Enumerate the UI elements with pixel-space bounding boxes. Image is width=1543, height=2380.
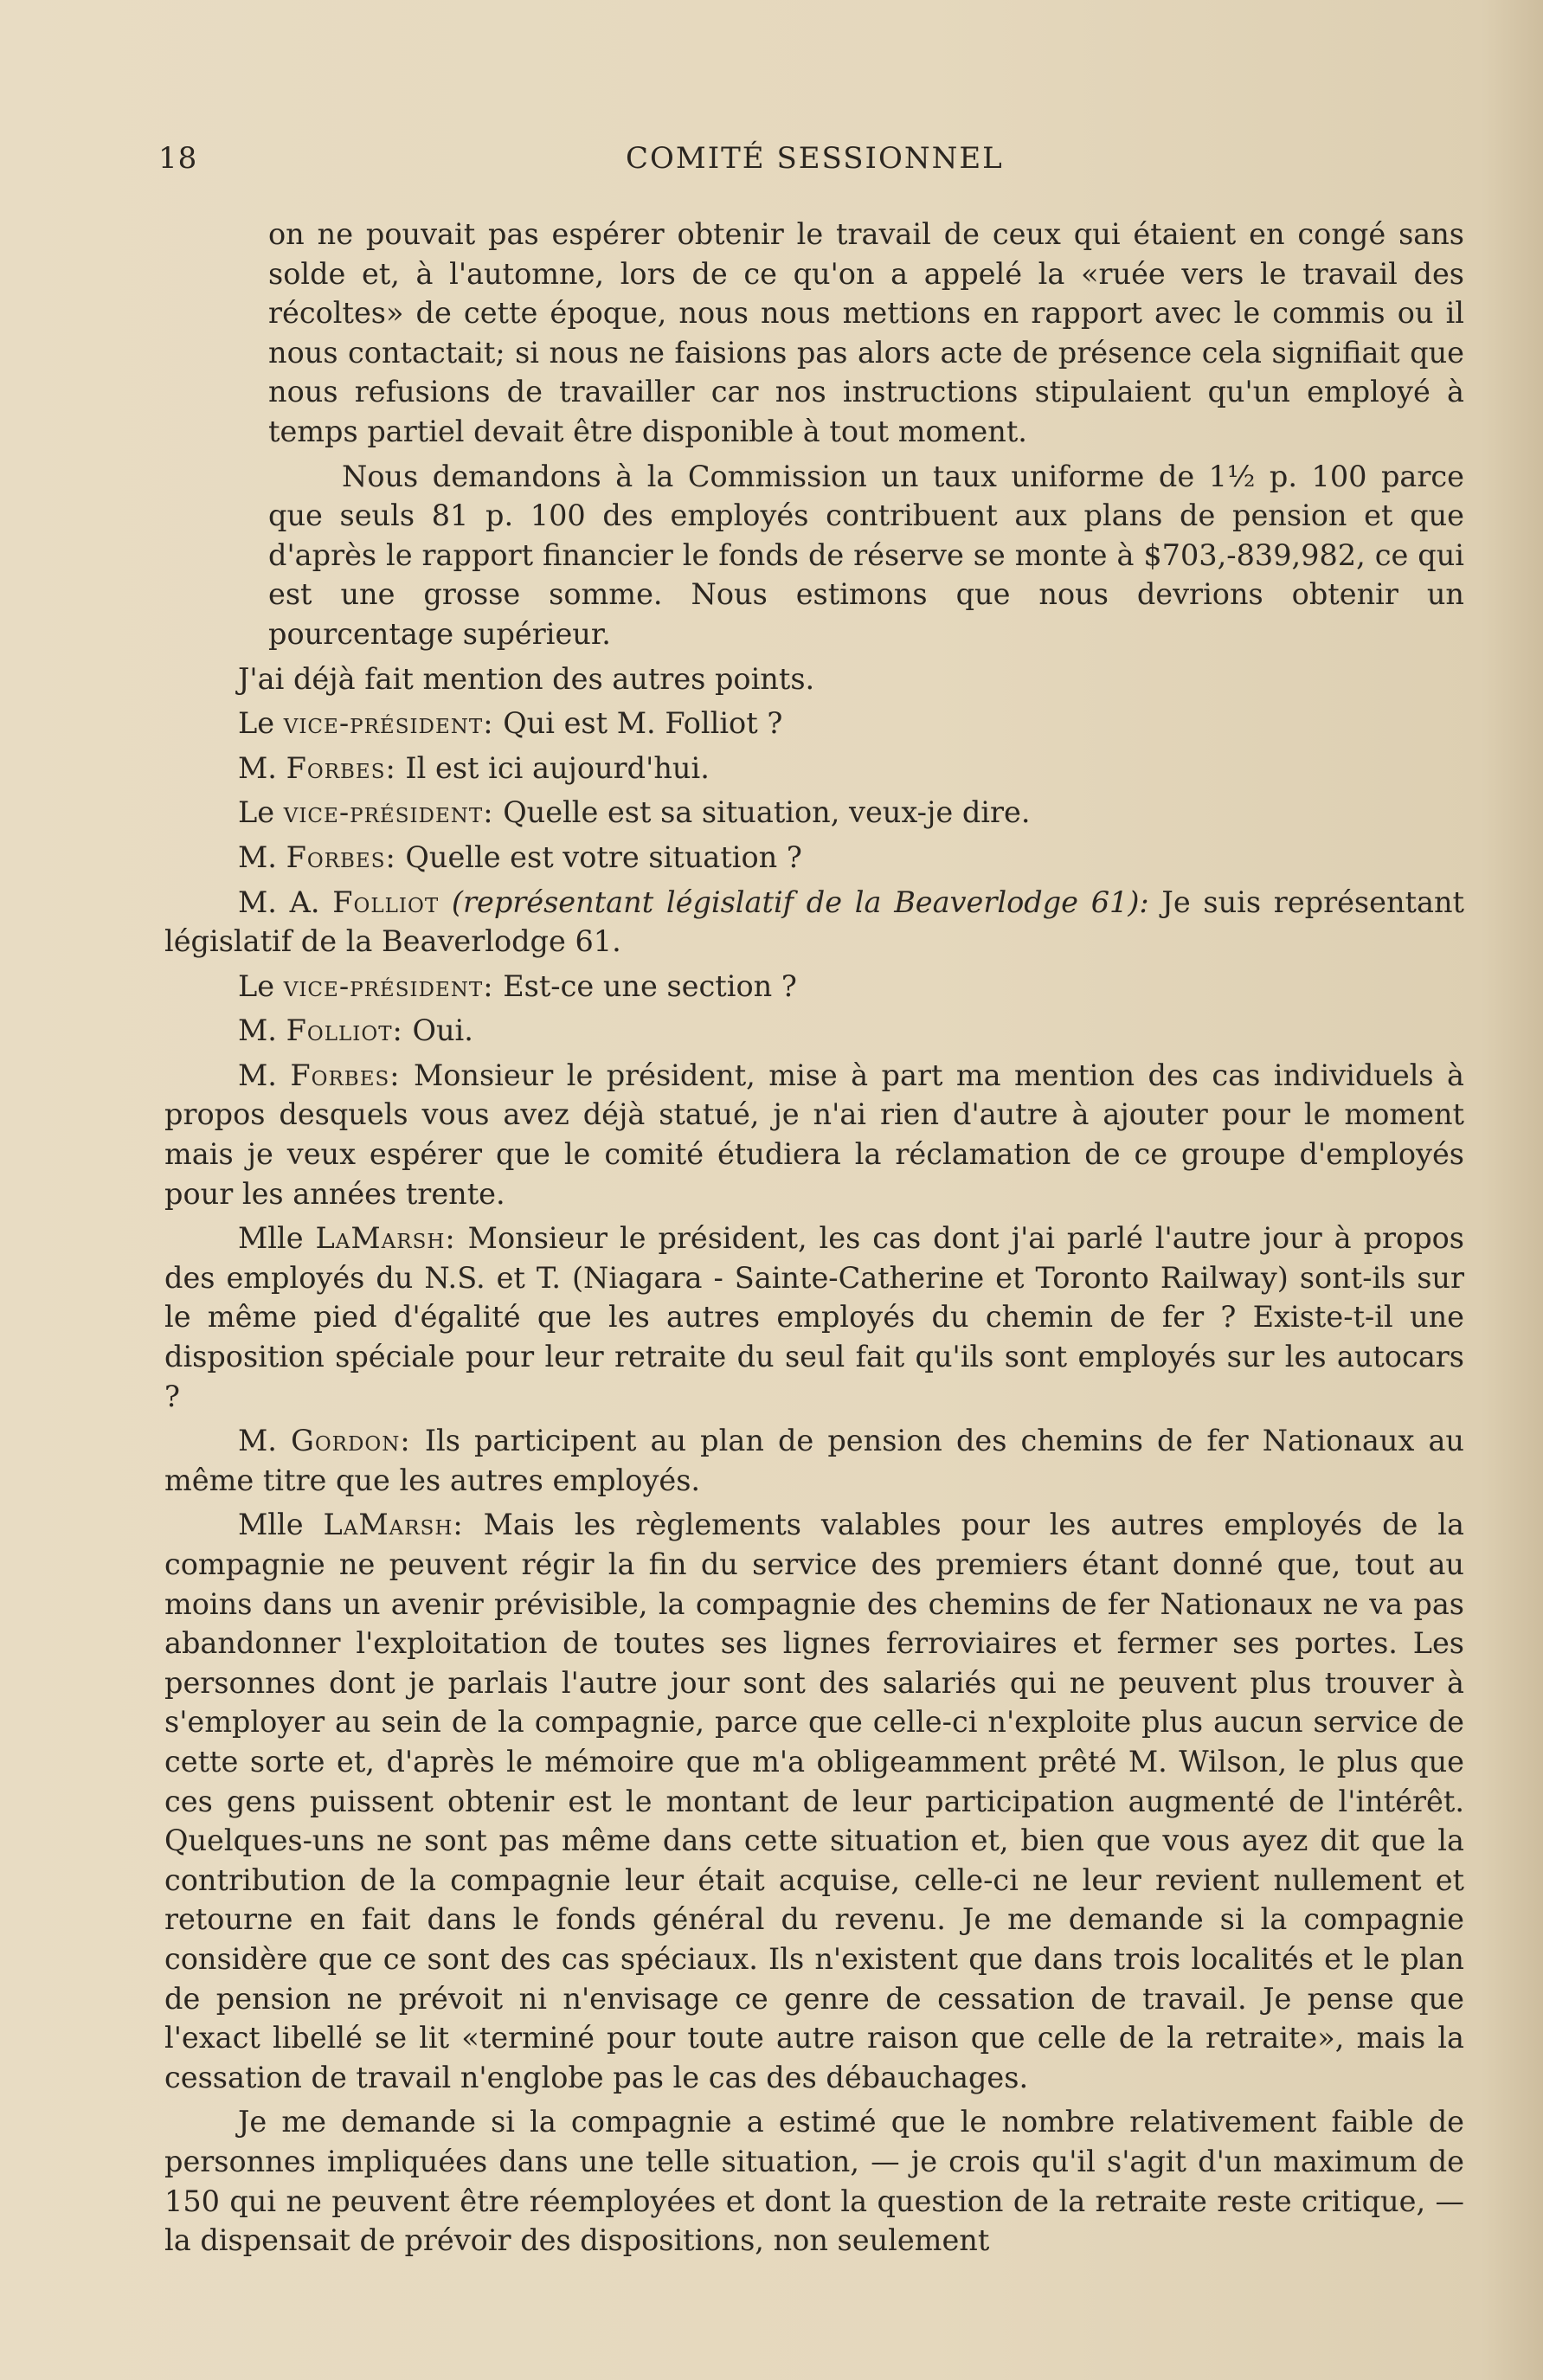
paragraph xyxy=(164,2102,1464,2260)
speaker-prefix: Mlle xyxy=(238,1221,316,1256)
running-title: COMITÉ SESSIONNEL xyxy=(626,141,1004,176)
speaker-turn xyxy=(164,883,1464,962)
speaker-prefix: M. xyxy=(238,1424,292,1458)
speaker-prefix: Le xyxy=(238,795,284,830)
speaker-name: LaMarsh: xyxy=(315,1221,456,1256)
speech-text: Oui. xyxy=(402,1013,473,1048)
speech-text: Il est ici aujourd'hui. xyxy=(395,750,710,785)
speaker-prefix: M. xyxy=(238,839,286,874)
paragraph-text: J'ai déjà fait mention des autres points. xyxy=(238,661,815,696)
paragraph-text: on ne pouvait pas espérer obtenir le travail de ceux qui étaient en congé sans solde et, à l'automne, lors de ce qu'on a appelé la «ruée vers le travail des récoltes» de cette époque, nous nous mettions en rapport avec le commis ou il nous contactait; si nous ne faisions pas alors acte de présence cela signifiait que nous refusions de travailler car nos instructions stipulaient qu'un employé à temps partiel devait être disponible à tout moment. xyxy=(268,217,1464,448)
paragraph xyxy=(164,659,1464,699)
speaker-turn xyxy=(164,704,1464,743)
speaker-role: (représentant législatif de la Beaverlodge 61): xyxy=(439,884,1149,919)
speaker-name: Gordon: xyxy=(291,1424,411,1458)
speech-text: Est-ce une section ? xyxy=(493,968,797,1003)
speaker-name: Folliot xyxy=(332,884,440,919)
speaker-name: LaMarsh: xyxy=(323,1508,464,1542)
body-text xyxy=(164,215,1464,2266)
speaker-turn xyxy=(164,749,1464,788)
paragraph-text: Je me demande si la compagnie a estimé que le nombre relativement faible de personnes impliquées dans une telle situation, — je crois qu'il s'agit d'un maximum de 150 qui ne peuvent être réemployées et dont la question de la retraite reste critique, — la dispensait de prévoir des dispositions, non seulement xyxy=(164,2105,1464,2258)
speaker-prefix: M. xyxy=(238,750,286,785)
speaker-turn xyxy=(164,967,1464,1007)
speaker-prefix: M. xyxy=(238,1013,286,1048)
page-number: 18 xyxy=(158,141,198,176)
speaker-prefix: M. xyxy=(238,1058,291,1092)
speech-text: Quelle est sa situation, veux-je dire. xyxy=(493,795,1031,830)
speech-text: Quelle est votre situation ? xyxy=(395,839,802,874)
speaker-name: vice-président: xyxy=(283,706,494,741)
speaker-turn xyxy=(164,793,1464,833)
paragraph-text: Nous demandons à la Commission un taux uniforme de 1½ p. 100 parce que seuls 81 p. 100 des employés contribuent aux plans de pension et que d'après le rapport financier le fonds de réserve se monte à $703,-839,982, ce qui est une grosse somme. Nous estimons que nous devrions obtenir un pourcentage supérieur. xyxy=(268,459,1464,651)
speaker-name: Forbes: xyxy=(286,839,396,874)
speaker-turn xyxy=(164,1056,1464,1213)
speaker-name: Forbes: xyxy=(290,1058,401,1092)
speech-text: Qui est M. Folliot ? xyxy=(493,706,783,741)
speaker-turn xyxy=(164,1421,1464,1500)
speaker-name: vice-président: xyxy=(283,795,494,830)
page-header xyxy=(158,141,1474,193)
speaker-name: Folliot: xyxy=(286,1013,403,1048)
speaker-name: vice-président: xyxy=(283,968,494,1003)
speaker-prefix: M. A. xyxy=(238,884,333,919)
speaker-turn xyxy=(164,838,1464,878)
speaker-turn xyxy=(164,1505,1464,2097)
paragraph xyxy=(164,215,1464,452)
speaker-turn xyxy=(164,1011,1464,1051)
speech-text: Mais les règlements valables pour les autres employés de la compagnie ne peuvent régir la fin du service des premiers étant donné que, tout au moins dans un avenir prévisible, la compagnie des chemins de fer Nationaux ne va pas abandonner l'exploitation de toutes ses lignes ferroviaires et fermer ses portes. Les personnes dont je parlais l'autre jour sont des salariés qui ne peuvent plus trouver à s'employer au sein de la compagnie, parce que celle-ci n'exploite plus aucun service de cette sorte et, d'après le mémoire que m'a obligeamment prêté M. Wilson, le plus que ces gens puissent obtenir est le montant de leur participation augmenté de l'intérêt. Quelques-uns ne sont pas même dans cette situation et, bien que vous ayez dit que la contribution de la compagnie leur était acquise, celle-ci ne leur revient nullement et retourne en fait dans le fonds général du revenu. Je me demande si la compagnie considère que ce sont des cas spéciaux. Ils n'existent que dans trois localités et le plan de pension ne prévoit ni n'envisage ce genre de cessation de travail. Je pense que l'exact libellé se lit «terminé pour toute autre raison que celle de la retraite», mais la cessation de travail n'englobe pas le cas des débauchages. xyxy=(164,1508,1464,2094)
speaker-prefix: Mlle xyxy=(238,1508,324,1542)
speaker-prefix: Le xyxy=(238,706,284,741)
speaker-name: Forbes: xyxy=(286,750,396,785)
speech-text: Ils participent au plan de pension des chemins de fer Nationaux au même titre que les autres employés. xyxy=(164,1424,1465,1497)
speech-text: Je suis représentant législatif de la Beaverlodge 61. xyxy=(164,884,1464,959)
paragraph xyxy=(164,457,1464,654)
speech-text: Monsieur le président, mise à part ma mention des cas individuels à propos desquels vous avez déjà statué, je n'ai rien d'autre à ajouter pour le moment mais je veux espérer que le comité étudiera la réclamation de ce groupe d'employés pour les années trente. xyxy=(164,1058,1464,1211)
speech-text: Monsieur le président, les cas dont j'ai parlé l'autre jour à propos des employés du N.S. et T. (Niagara - Sainte-Catherine et Toronto Railway) sont-ils sur le même pied d'égalité que les autres employés du chemin de fer ? Existe-t-il une disposition spéciale pour leur retraite du seul fait qu'ils sont employés sur les autocars ? xyxy=(164,1221,1464,1413)
speaker-prefix: Le xyxy=(238,968,284,1003)
speaker-turn xyxy=(164,1219,1464,1416)
